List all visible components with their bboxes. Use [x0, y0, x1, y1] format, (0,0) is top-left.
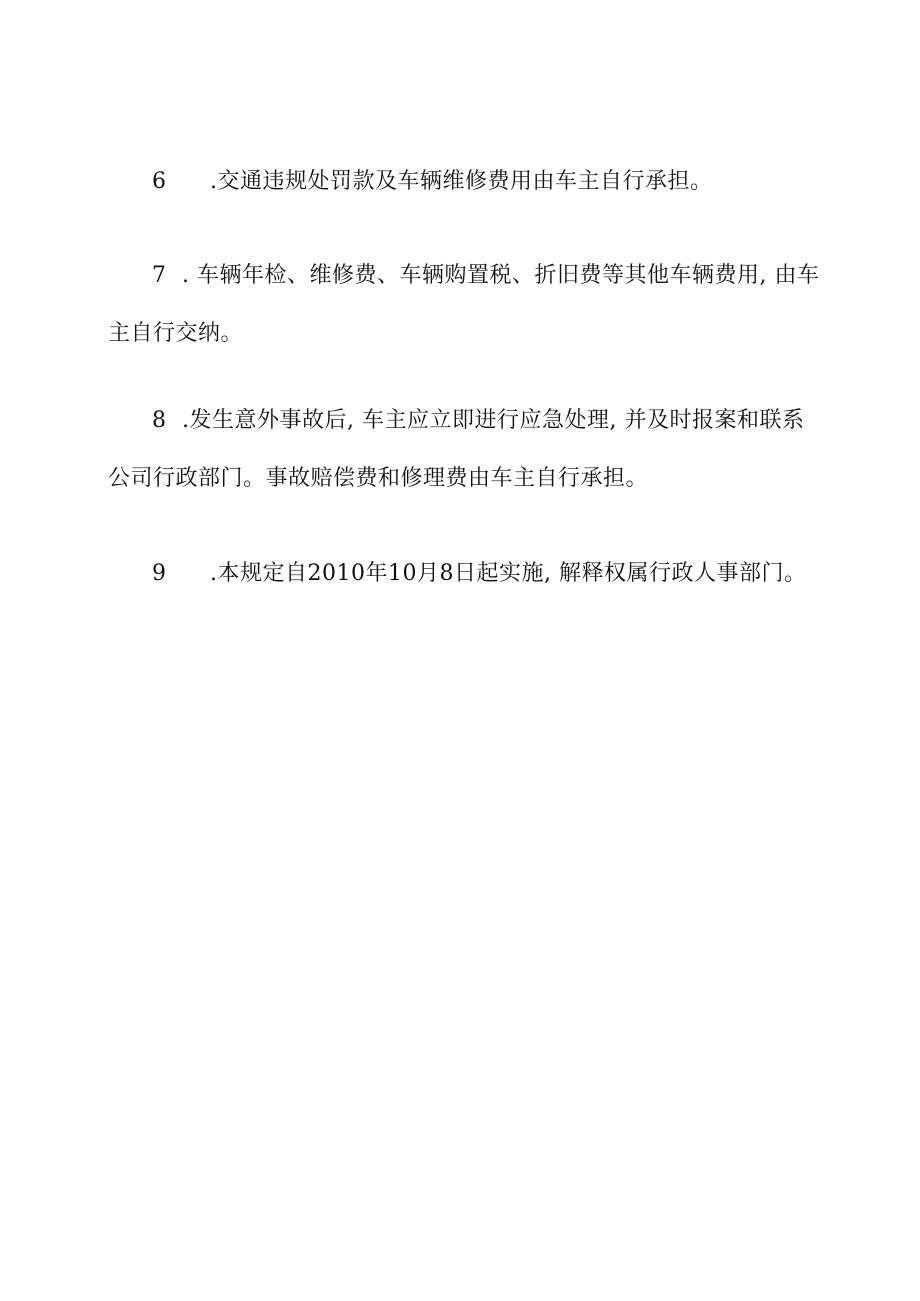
- clause-text: .交通违规处罚款及车辆维修费用由车主自行承担。: [210, 169, 713, 194]
- clause-number: 7: [152, 263, 167, 288]
- clause-number: 9: [152, 561, 167, 586]
- clause-text: .发生意外事故后, 车主应立即进行应急处理, 并及时报案和联系公司行政部门。事故赔偿费和修理费由车主自行承担。: [108, 408, 805, 491]
- clause-9: [108, 545, 820, 603]
- clause-7: [108, 247, 820, 363]
- clause-number: 6: [152, 169, 167, 194]
- clause-8: [108, 392, 820, 508]
- clause-number: 8: [152, 408, 167, 433]
- clause-6: [108, 153, 820, 211]
- clause-text: . 车辆年检、维修费、车辆购置税、折旧费等其他车辆费用, 由车主自行交纳。: [108, 263, 820, 346]
- clause-text: .本规定自2010年10月8日起实施, 解释权属行政人事部门。: [210, 561, 807, 586]
